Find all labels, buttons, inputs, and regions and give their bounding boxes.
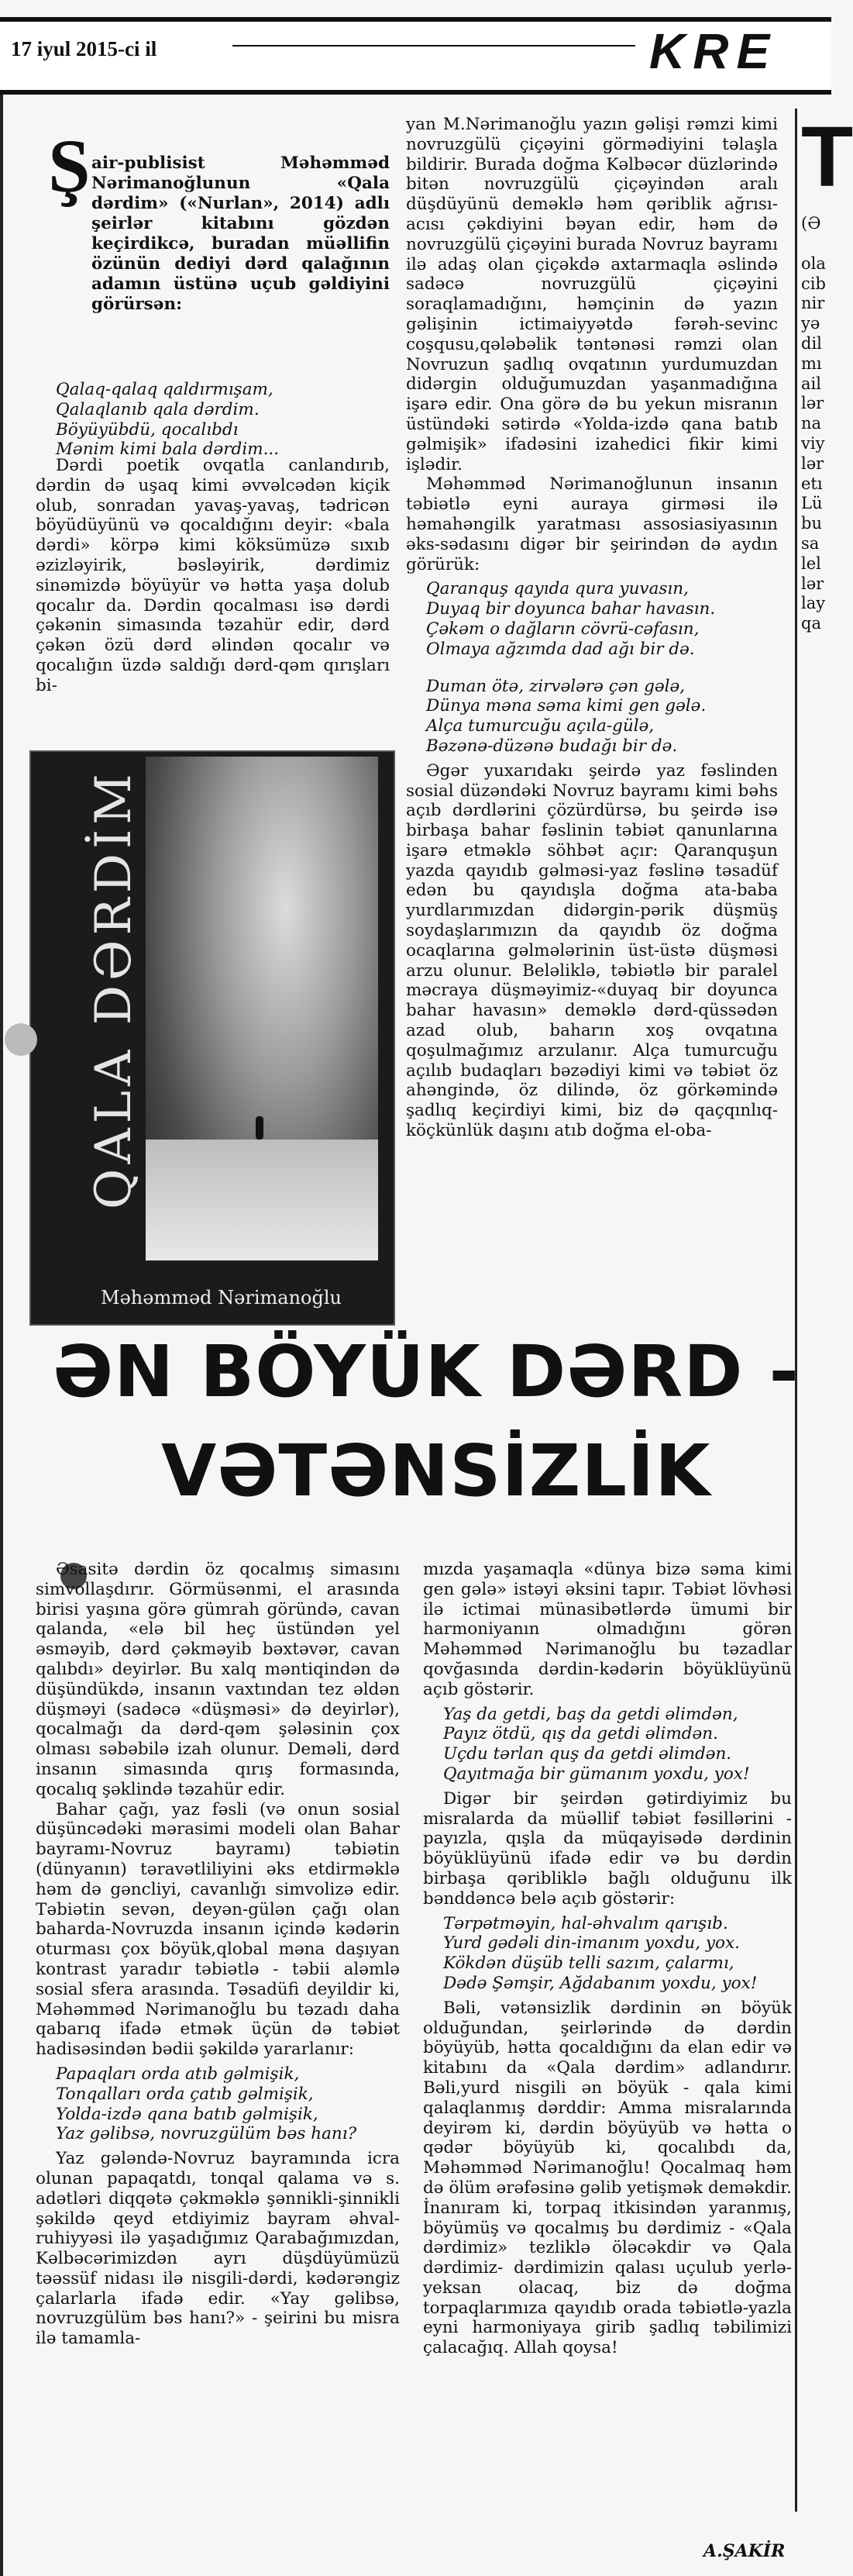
adjacent-text-fragment: viy: [801, 433, 825, 453]
body-paragraph: Əgər yuxarıdakı şeirdə yaz fəslinden sosial düzəndəki Novruz bayramı kimi bəhs açıb dərdlərini çözürdürsə, bu şeirdə isə birbaşa bahar fəslinin təbiət qanunlarına işarə etməklə söhbət açır: Qaranquşun yazda qayıdıb gəlməsi-yaz fəslinə təsadüf edən bu qayıdışla doğma ata-baba yurdlarımızdan didərgin-pərik düşmüş soydaşlarımızın da qayıdıb öz doğma ocaqlarına gəlmələrinin üst-üstə düşməsi arzu olunur. Beləliklə, təbiətlə bir paralel məcraya düşməyimiz-«duyaq bir doyunca bahar havasın» deməklə dərd-qüssədən azad olub, baharın xoş ovqatına qoşulmağımız arzulanır. Alça tumurcuğu açılıb budaqları bəzədiyi kimi və təbiət öz ahəngində, öz dilində, öz görkəmində şadlıq keçirdiyi kimi, biz də qaçqınlıq-köçkünlük daşını atıb doğma el-oba-: [406, 760, 778, 1141]
adjacent-text-fragment: ola: [801, 253, 826, 273]
verse-line: Qayıtmağa bir gümanım yoxdu, yox!: [443, 1764, 750, 1784]
adjacent-article-fragment: [801, 109, 853, 634]
verse-line: Alça tumurcuğu açıla-gülə,: [426, 716, 655, 736]
verse-line: Duman ötə, zirvələrə çən gələ,: [426, 676, 686, 696]
road-image: [146, 1140, 378, 1260]
punch-hole: [5, 1023, 37, 1056]
adjacent-text-fragment: dil: [801, 333, 822, 353]
adjacent-text-fragment: ail: [801, 374, 821, 393]
adjacent-text-fragment: mı: [801, 353, 822, 373]
intro-verse: [36, 375, 390, 464]
column-divider: [795, 109, 797, 2512]
book-title: [70, 769, 155, 1209]
verse-line: Tərpətməyin, hal-əhvalım qarışıb.: [443, 1913, 728, 1933]
adjacent-text-fragment: bu: [801, 514, 822, 533]
verse-line: Yolda-izdə qana batıb gəlmişik,: [56, 2104, 318, 2124]
page-left-edge-rule: [0, 87, 3, 2576]
verse-line: Dədə Şəmşir, Ağdabanım yoxdu, yox!: [443, 1973, 758, 1993]
adjacent-text-fragment: etı: [801, 474, 823, 493]
verse-line: Papaqları orda atıb gəlmişik,: [56, 2064, 300, 2084]
verse-line: Olmaya ağzımda dad ağı bir də.: [426, 639, 695, 659]
adjacent-text-fragment: Lü: [801, 494, 823, 513]
header-divider: [232, 45, 635, 47]
author-signature: A.ŞAKİR: [703, 2541, 786, 2561]
article-headline-line1: ƏN BÖYÜK DƏRD -: [53, 1330, 800, 1413]
verse-line: Qalaq-qalaq qaldırmışam,: [56, 380, 273, 399]
verse-line: Qaranquş qayıda qura yuvasın,: [426, 579, 689, 599]
adjacent-text-fragment: na: [801, 414, 822, 433]
book-cover-image: [29, 750, 395, 1326]
adjacent-text-fragment: lay: [801, 594, 826, 613]
adjacent-headline-fragment: T: [801, 109, 853, 205]
issue-date: 17 iyul 2015-ci il: [11, 37, 157, 60]
article-column-right-lower: [423, 1560, 792, 2358]
body-paragraph: Dərdi poetik ovqatla canlandırıb, dərdin də uşaq kimi əvvəlcədən kiçik olub, sonradan yavaş-yavaş, tədricən böyüdüyünü və qocaldığını deyir: «bala dərdi» körpə kimi köksümüzə sıxıb əzizləyirik, bəsləyirik, dərdimiz sinəmizdə böyüyür və həttа yaşa dolub qocalır da. Dərdin qocalması isə dərdi çəkənin simasında təzahür edir, dərd çəkən özü dərd əlindən qocalır və qocalığın üzdə saldığı dərd-qəm qırışları bi-: [36, 456, 390, 695]
verse-line: Yaş da getdi, baş da getdi əlimdən,: [443, 1704, 738, 1724]
intro-body: [36, 456, 390, 696]
adjacent-text-fragment: cib: [801, 274, 826, 293]
adjacent-text-fragment: lər: [801, 574, 824, 593]
walking-figure-icon: [256, 1116, 263, 1140]
verse-line: Kökdən düşüb telli sazım, çalarmı,: [443, 1954, 734, 1974]
adjacent-text-fragment: lər: [801, 394, 824, 413]
article-headline-line2: VƏTƏNSİZLİK: [161, 1429, 711, 1512]
article-column-left-lower: [36, 1560, 400, 2349]
verse-line: Tonqalları orda çatıb gəlmişik,: [56, 2084, 314, 2104]
body-paragraph: Yaz gələndə-Novruz bayramında icra olunan papaqatdı, tonqal qalama və s. adətləri diqqətə çəkməklə şənnikli-şinnikli şəkildə qeyd etdiyimiz bayram əhval-ruhiyyəsi ilə yaşadığımız Qarabağımızdan, Kəlbəcərimizdən ayrı düşdüyümüzü təəssüf nidası ilə nisgili-dərdi, kədərəngiz çalarlarla ifadə edir. «Yay gəlibsə, novruzgülüm bəs hanı?» - şeirini bu misra ilə tamamla-: [36, 2149, 400, 2349]
adjacent-text-fragment: nir: [801, 294, 825, 313]
body-paragraph: mızda yaşamaqla «dünya bizə səma kimi gen gələ» istəyi əksini tapır. Təbiət lövhəsi ilə ictimai münasibətlərdə ümumi bir harmoniyanın olmadığını görən Məhəmməd Nərimanoğlu bu təzadlar qovğasında dərdin-kədərin böyüklüyünü açıb göstərir.: [423, 1560, 792, 1699]
book-title-text: QALA DƏRDİM: [85, 769, 143, 1209]
adjacent-text-fragment: qa: [801, 614, 821, 633]
article-column-right-upper: [406, 115, 778, 1141]
body-paragraph: Bahar çağı, yaz fəsli (və onun sosial düşüncədəki mərasimi modeli olan Bahar bayramı-Novruz bayramı) təbiətin (dünyanın) təravətliliyini əks etdirməklə həm də gəncliyi, cavanlığı simvolizə edir. Təbiətin sevən, deyən-gülən çağı olan baharda-Novruzda insanın içində kədərin oturması çox böyük,qlobal məna daşıyan kontrast yaradır təbiətlə - təbii aləmlə sosial sfera arasında. Təsadüfi deyildir ki, Məhəmməd Nərimanoğlu bu təzadı daha qabarıq ifadə etmək üçün də təbiət hadisəsindən bədii şəkildə yararlanır:: [36, 1799, 400, 2060]
adjacent-text-fragment: lel: [801, 553, 821, 573]
adjacent-text-fragment: yə: [801, 314, 820, 333]
body-paragraph: Digər bir şeirdən gətirdiyimiz bu misralarda da müəllif təbiət fəsillərini - payızla, qışla da müqayisədə dərdinin böyüklüyünü ifadə edir və bu dərdin birbaşa qəribliklə bağlı olduğunu ilk bənddəncə belə açıb göstərir:: [423, 1788, 792, 1909]
verse-line: Duyaq bir doyunca bahar havasın.: [426, 599, 716, 619]
adjacent-text-fragment: sa: [801, 533, 820, 553]
verse-line: Çəkəm o dağların cövrü-cəfasın,: [426, 619, 700, 639]
body-paragraph: Məhəmməd Nərimanoğlunun insanın təbiətlə eyni auraya girməsi ilə həmahəngilk yaratması assosiasiyasının əks-sədasını digər bir şeirindən də aydın görürük:: [406, 474, 778, 574]
section-title: KRE: [649, 23, 778, 79]
body-paragraph: Əsasitə dərdin öz qocalmış simasını simvollaşdırır. Görmüsənmi, el arasında birisi yaşına görə gümrah göründə, cavan qalanda, «elə bil heç üstündən yel əsməyib, dərd çəkməyib bəxtəvər, cavan qalıbdı» deyirlər. Bu xalq məntiqindən də düşündükdə, insanın vaxtından tez əldən düşməyi (sadəcə «düşməsi» də deyirlər), qocalmağı da dərd-qəm şələsinin çox olması səbəbilə izah olunur. Deməli, dərd insanın simasında qırış formasında, qocalıq şəklində təzahür edir.: [36, 1560, 400, 1799]
verse-line: Bəzənə-düzənə budağı bir də.: [426, 736, 678, 756]
verse-line: Uçdu tərlan quş da getdi əlimdən.: [443, 1744, 732, 1764]
book-author: Məhəmməd Nərimanoğlu: [101, 1287, 342, 1309]
lead-paragraph: air-publisist Məhəmməd Nərimanoğlunun «Qala dərdim» («Nurlan», 2014) adlı şeirlər kitabını gözdən keçirdikcə, buradan müəllifin özünün dediyi dərd qalağının adamın üstünə uçub gəldiyini görürsən:: [91, 153, 390, 314]
verse-line: Dünya məna səma kimi gen gələ.: [426, 696, 707, 716]
body-paragraph: yan M.Nərimanoğlu yazın gəlişi rəmzi kimi novruzgülü çiçəyini görmədiyini təlaşla bildirir. Burada doğma Kəlbəcər düzlərində bitən novruzgülü çiçəyindən aralı düşdüyünü deməklə həm qəriblik ağrısı-acısı çəkdiyini bəyan edir, həm də novruzgülü çiçəyini burada Novruz bayramı ilə adaş olan çiçəkdə axtarmaqla əslində sadəcə novruzgülü çiçəyini soraqlamadığını, həmçinin də yazın gəlişinin ictimaiyyətdə fərəh-sevinc coşqusu,qələbəlik təntənəsi rəmzi olan Novruzun şadlıq ovqatının yurdumuzdan didərgin olduğumuzdan yaşanmadığına işarə edir. Ona görə də bu yekun misranın üstündəki sətirdə «Yolda-izdə qana batıb gəlmişik» ifadəsini izahedici fikir kimi işlədir.: [406, 115, 778, 474]
verse-line: Mənim kimi bala dərdim...: [56, 440, 280, 460]
adjacent-text-fragment: lər: [801, 453, 824, 473]
verse-line: Yaz gəlibsə, novruzgülüm bəs hanı?: [56, 2124, 357, 2144]
verse-line: Yurd gədəli din-imanım yoxdu, yox.: [443, 1933, 740, 1954]
body-paragraph: Bəli, vətənsizlik dərdinin ən böyük olduğundan, şeirlərində də dərdin böyüyüb, hətta qocaldığını da elan edir və kitabını da «Qala dərdim» adlandırır. Bəli,yurd nisgili ən böyük - qala kimi qalaqlanmış dərddir: Amma misralarında deyirəm ki, dərdin böyüyüb və hətta o qədər böyüyüb ki, qocalıbdı da, Məhəmməd Nərimanoğlu! Qocalmaq həm də ölüm ərəfəsinə gəlib yetişmək deməkdir. İnanıram ki, torpaq itkisindən yaranmış, böyümüş və qocalmış bu dərdimiz - «Qala dərdimiz» tezliklə öləcəkdir və Qala dərdimiz- dərdimizin qalası uçulub yerlə-yeksan olacaq, biz də doğma torpaqlarımıza qayıdıb orada təbiətlə-yazla eyni harmoniyaya girib şadlıq təbilimizi çalacağıq. Allah qoysa!: [423, 1998, 792, 2358]
verse-line: Böyüyübdü, qocalıbdı: [56, 419, 239, 440]
drop-cap: Ş: [48, 125, 91, 209]
verse-line: Payız ötdü, qış da getdi əlimdən.: [443, 1724, 718, 1744]
adjacent-text-fragment: (Ə: [801, 214, 821, 233]
verse-line: Qalaqlanıb qala dərdim.: [56, 399, 260, 419]
